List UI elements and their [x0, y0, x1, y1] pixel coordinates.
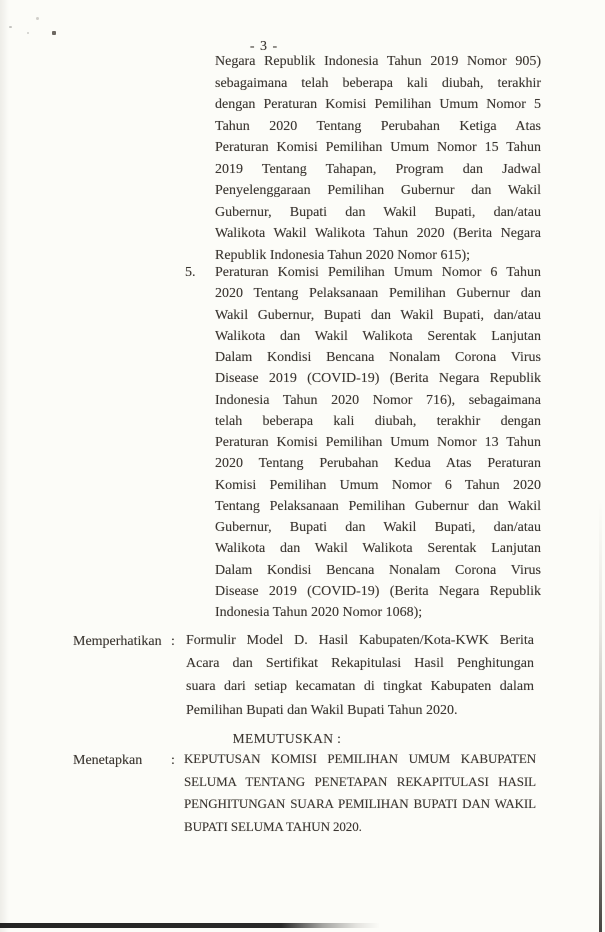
text-line: Dalam Kondisi Bencana Nonalam Corona Virus: [215, 562, 541, 578]
scan-speck: [52, 31, 56, 35]
text-line: Acara dan Sertifikat Rekapitulasi Hasil Penghitungan: [186, 656, 534, 672]
text-line: Walikota dan Wakil Walikota Serentak Lanjutan: [215, 541, 541, 557]
text-line: Peraturan Komisi Pemilihan Umum Nomor 6 Tahun: [215, 265, 541, 280]
text-line: Dalam Kondisi Bencana Nonalam Corona Virus: [215, 350, 541, 365]
text-line: Disease 2019 (COVID-19) (Berita Negara Republik: [215, 583, 541, 599]
text-line: Tahun 2020 Tentang Perubahan Ketiga Atas: [215, 118, 541, 134]
text-line: Indonesia Tahun 2020 Nomor 1068);: [215, 605, 423, 620]
text-line: telah beberapa kali diubah, terakhir dengan: [215, 413, 541, 429]
item4-continuation-paragraph: [215, 51, 541, 266]
text-line: Republik Indonesia Tahun 2020 Nomor 615);: [215, 247, 471, 263]
text-line: Disease 2019 (COVID-19) (Berita Negara Republik: [215, 371, 541, 387]
list-item-5-marker: 5.: [185, 265, 196, 280]
text-line: sebagaimana telah beberapa kali diubah, terakhir: [215, 75, 541, 91]
text-line: 2019 Tentang Tahapan, Program dan Jadwal: [215, 161, 541, 177]
text-line: Penyelenggaraan Pemilihan Gubernur dan Wakil: [215, 183, 541, 198]
text-line: Walikota dan Wakil Walikota Serentak Lanjutan: [215, 328, 541, 344]
text-line: Negara Republik Indonesia Tahun 2019 Nomor 905): [215, 54, 541, 69]
memperhatikan-paragraph: [186, 629, 534, 722]
text-line: Komisi Pemilihan Umum Nomor 6 Tahun 2020: [215, 477, 541, 493]
scan-bottom-edge-artifact: [0, 923, 380, 928]
memperhatikan-label: Memperhatikan: [73, 634, 162, 649]
text-line: PENGHITUNGAN SUARA PEMILIHAN BUPATI DAN WAKIL: [184, 796, 536, 812]
text-line: suara dari setiap kecamatan di tingkat Kabupaten dalam: [186, 679, 534, 695]
text-line: Peraturan Komisi Pemilihan Umum Nomor 15 Tahun: [215, 140, 541, 155]
text-line: Gubernur, Bupati dan Wakil Bupati, dan/atau: [215, 204, 541, 220]
text-line: Formulir Model D. Hasil Kabupaten/Kota-KWK Berita: [186, 633, 534, 648]
text-line: Wakil Gubernur, Bupati dan Wakil Bupati, dan/atau: [215, 307, 541, 323]
text-line: 2020 Tentang Pelaksanaan Pemilihan Gubernur dan: [215, 286, 541, 302]
text-line: Peraturan Komisi Pemilihan Umum Nomor 13 Tahun: [215, 435, 541, 450]
menetapkan-colon: :: [171, 753, 175, 768]
scan-left-edge-shading: [0, 0, 9, 932]
menetapkan-label: Menetapkan: [73, 753, 143, 768]
memperhatikan-colon: :: [171, 634, 175, 649]
page-number: - 3 -: [249, 39, 279, 54]
text-line: Gubernur, Bupati dan Wakil Bupati, dan/atau: [215, 520, 541, 535]
text-line: 2020 Tentang Perubahan Kedua Atas Peraturan: [215, 456, 541, 472]
list-item-5-paragraph: [215, 262, 541, 623]
text-line: Tentang Pelaksanaan Pemilihan Gubernur dan Wakil: [215, 498, 541, 514]
text-line: SELUMA TENTANG PENETAPAN REKAPITULASI HASIL: [184, 773, 536, 789]
scan-speck: [9, 26, 12, 28]
scan-speck: [36, 17, 39, 20]
scan-speck: [27, 32, 29, 34]
memutuskan-heading: MEMUTUSKAN :: [232, 731, 342, 746]
scan-right-edge-artifact: [599, 500, 602, 932]
text-line: Indonesia Tahun 2020 Nomor 716), sebagaimana: [215, 392, 541, 408]
text-line: Pemilihan Bupati dan Wakil Bupati Tahun 2020.: [186, 702, 458, 718]
text-line: dengan Peraturan Komisi Pemilihan Umum Nomor 5: [215, 97, 541, 112]
menetapkan-paragraph: [184, 748, 536, 838]
text-line: KEPUTUSAN KOMISI PEMILIHAN UMUM KABUPATEN: [184, 751, 536, 766]
text-line: BUPATI SELUMA TAHUN 2020.: [184, 818, 362, 834]
text-line: Walikota Wakil Walikota Tahun 2020 (Berita Negara: [215, 226, 541, 241]
